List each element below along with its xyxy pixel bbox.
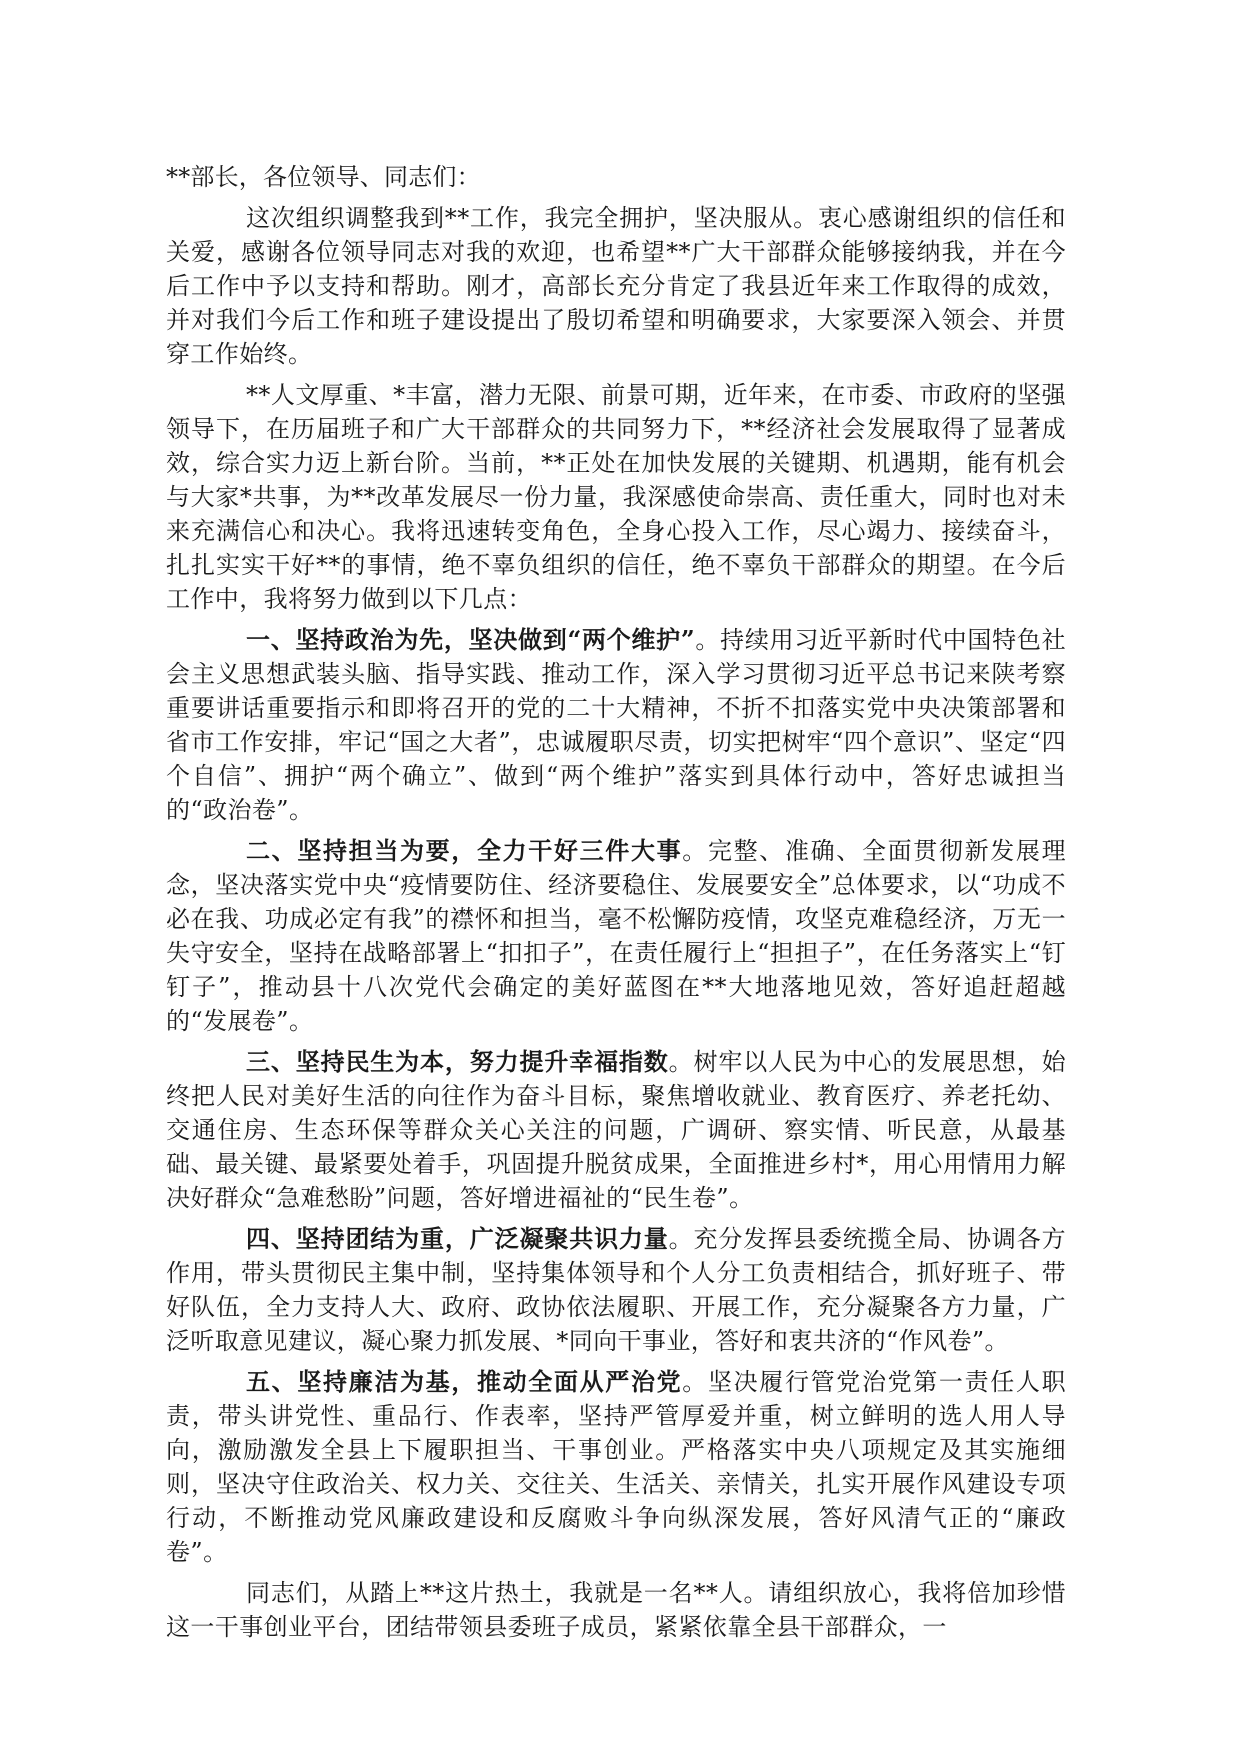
salutation: **部长，各位领导、同志们： bbox=[166, 163, 481, 191]
paragraph-point-2 bbox=[166, 834, 1066, 1038]
paragraph-intro bbox=[166, 201, 1066, 371]
paragraph-heading: 二、坚持担当为要，全力干好三件大事 bbox=[246, 836, 683, 865]
paragraph-text: 。坚决履行管党治党第一责任人职责，带头讲党性、重品行、作表率，坚持严管厚爱并重，树立鲜明的选人用人导向，激励激发全县上下履职担当、干事创业。严格落实中央八项规定及其实施细则，坚决守住政治关、权力关、交往关、生活关、亲情关，扎实开展作风建设专项行动，不断推动党风廉政建设和反腐败斗争向纵深发展，答好风清气正的“廉政卷”。 bbox=[166, 1368, 1066, 1566]
paragraph-point-5 bbox=[166, 1365, 1066, 1569]
paragraph-text: 。树牢以人民为中心的发展思想，始终把人民对美好生活的向往作为奋斗目标，聚焦增收就业、教育医疗、养老托幼、交通住房、生态环保等群众关心关注的问题，广调研、察实情、听民意，从最基础、最关键、最紧要处着手，巩固提升脱贫成果，全面推进乡村*，用心用情用力解决好群众“急难愁盼”问题，答好增进福祉的“民生卷”。 bbox=[166, 1048, 1066, 1212]
paragraph-point-1 bbox=[166, 623, 1066, 827]
paragraph-heading: 四、坚持团结为重，广泛凝聚共识力量 bbox=[246, 1224, 669, 1253]
paragraph-text: 同志们，从踏上**这片热土，我就是一名**人。请组织放心，我将倍加珍惜这一干事创业平台，团结带领县委班子成员，紧紧依靠全县干部群众，一 bbox=[166, 1579, 1066, 1641]
paragraph-point-3 bbox=[166, 1045, 1066, 1215]
paragraph-point-4 bbox=[166, 1222, 1066, 1358]
document-page bbox=[166, 160, 1066, 1651]
paragraph-text: 。充分发挥县委统揽全局、协调各方作用，带头贯彻民主集中制，坚持集体领导和个人分工负责相结合，抓好班子、带好队伍，全力支持人大、政府、政协依法履职、开展工作，充分凝聚各方力量，广泛听取意见建议，凝心聚力抓发展、*同向干事业，答好和衷共济的“作风卷”。 bbox=[166, 1225, 1066, 1355]
paragraph-text: 。持续用习近平新时代中国特色社会主义思想武装头脑、指导实践、推动工作，深入学习贯彻习近平总书记来陕考察重要讲话重要指示和即将召开的党的二十大精神，不折不扣落实党中央决策部署和省市工作安排，牢记“国之大者”，忠诚履职尽责，切实把树牢“四个意识”、坚定“四个自信”、拥护“两个确立”、做到“两个维护”落实到具体行动中，答好忠诚担当的“政治卷”。 bbox=[166, 626, 1066, 824]
paragraph-background bbox=[166, 378, 1066, 616]
paragraph-closing bbox=[166, 1576, 1066, 1644]
paragraph-heading: 一、坚持政治为先，坚决做到“两个维护” bbox=[246, 625, 696, 654]
paragraph-heading: 三、坚持民生为本，努力提升幸福指数 bbox=[246, 1047, 669, 1076]
paragraph-heading: 五、坚持廉洁为基，推动全面从严治党 bbox=[246, 1367, 683, 1396]
paragraph-text: 这次组织调整我到**工作，我完全拥护，坚决服从。衷心感谢组织的信任和关爱，感谢各位领导同志对我的欢迎，也希望**广大干部群众能够接纳我，并在今后工作中予以支持和帮助。刚才，高部长充分肯定了我县近年来工作取得的成效，并对我们今后工作和班子建设提出了殷切希望和明确要求，大家要深入领会、并贯穿工作始终。 bbox=[166, 204, 1066, 368]
paragraph-text: 。完整、准确、全面贯彻新发展理念，坚决落实党中央“疫情要防住、经济要稳住、发展要安全”总体要求，以“功成不必在我、功成必定有我”的襟怀和担当，毫不松懈防疫情，攻坚克难稳经济，万无一失守安全，坚持在战略部署上“扣扣子”，在责任履行上“担担子”，在任务落实上“钉钉子”，推动县十八次党代会确定的美好蓝图在**大地落地见效，答好追赶超越的“发展卷”。 bbox=[166, 837, 1066, 1035]
paragraph-text: **人文厚重、*丰富，潜力无限、前景可期，近年来，在市委、市政府的坚强领导下，在历届班子和广大干部群众的共同努力下，**经济社会发展取得了显著成效，综合实力迈上新台阶。当前，**正处在加快发展的关键期、机遇期，能有机会与大家*共事，为**改革发展尽一份力量，我深感使命崇高、责任重大，同时也对未来充满信心和决心。我将迅速转变角色，全身心投入工作，尽心竭力、接续奋斗，扎扎实实干好**的事情，绝不辜负组织的信任，绝不辜负干部群众的期望。在今后工作中，我将努力做到以下几点： bbox=[166, 381, 1066, 613]
